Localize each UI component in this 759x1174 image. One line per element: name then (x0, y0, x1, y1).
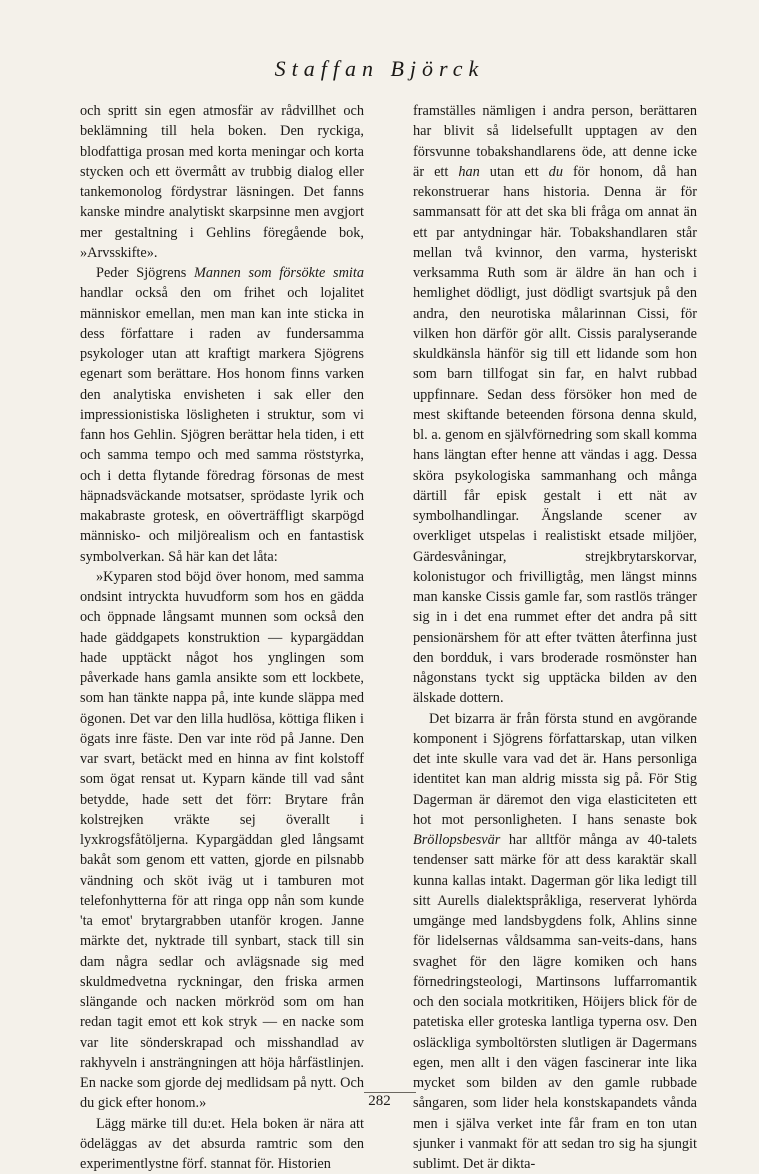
right-paragraph-1-text-c: för honom, då han rekonstruerar hans historia. Denna är för sammansatt för att det ska bli fråga om annat än ett par antydningar här. Tobakshandlaren står mellan två kvinnor, den varma, hysteriskt verksamma Ruth som är äldre än han och i hemlighet dödligt, just dödligt svartsjuk på den andra, den neurotiska målarinnan Cissi, för vilken hon därför gör allt. Cissis paralyserande skuldkänsla hänför sig till ett lidande som hon som barn tillfogat sin far, en halvt rubbad uppfinnare. Sedan dess försöker hon med de mest skiftande beteenden försona denna skuld, bl. a. genom en självförnedring som skall komma hans längtan efter henne att vändas i agg. Dessa sköra psykologiska sammanhang och många därtill får episk gestalt i ett nät av symbolhandlingar. Ängslande scener av overkliget utspelas i realistiskt etsade miljöer, Gärdesvåningar, strejkbrytarskorvar, kolonistugor och frivilligtåg, men längst minns man kanske Cissis gamle far, som rastlös tränger sig in i det ena rummet efter det andra på sitt pensionärshem för att efter tvätten återfinna just den bordduk, i vars broderade rosmönster han någonstans tyckt sig upptäcka bilden av den älskade dottern. (413, 164, 697, 707)
page-number: 282 (0, 1093, 759, 1110)
right-paragraph-1-text-b: utan ett (480, 164, 549, 180)
block-quote: »Kyparen stod böjd över honom, med samma ondsint intryckta huvudform som hos en gädda och öppnade långsamt munnen som också den hade gäddgapets konstruktion — kypargäddan hade upptäckt något hos ynglingen som påverkade hans gamla ansikte som ett lockbete, som han tänkte nappa på, inte kunde släppa med ögonen. Det var den lilla hudlösa, köttiga fliken i ögats inre fäste. Den var inte röd på Janne. Den var svart, betäckt med en hinna av fint kolstoff som ögat rensat ut. Kyparn kände till vad sånt betydde, hade sett det förr: Brytare från kolstrejken vräkte sej överallt i lyxkrogsfåtöljerna. Kypargäddan gled långsamt bakåt som genom ett vatten, gjorde en pilsnabb vändning och sköt iväg ut i tamburen mot telefonhytterna för att ringa opp nån som kunde 'ta emot' brytargrabben utanför krogen. Janne märkte det, nyktrade till synbart, stack till sin dam några sedlar och avlägsnade sig med skuldmedvetna ryckningar, den friska armen slängande och nacken mörkröd som om han redan tagit emot ett kok stryk — en nacke som var lite sönderskrapad och misshandlad av rakhyveln i ansträngningen att höja hårfästlinjen. En nacke som gjorde dej medlidsam på nytt. Och du gick efter honom.» (80, 567, 364, 1114)
book-title-mannen: Mannen som försökte smita (194, 265, 364, 281)
right-column (413, 101, 697, 1174)
right-paragraph-2-text-b: har alltför många av 40-talets tendenser satt märke för att dess karaktär skall kunna kallas intakt. Dagerman gör lika ledigt till sitt Aurells dialektspråkliga, reserverat lyhörda umgänge med landsbygdens folk, Ahlins sinne för lidelsernas våldsamma san-veits-dans, hans svaghet för den lägre komiken och hans förnedringsteologi, Martinsons luffarromantik och den sociala motkritiken, Höijers blick för de patetiska eller groteska lantliga typerna osv. Den osläckliga symboltörsten slutligen är Dagermans egen, men allt i den vägen fascinerar inte lika mycket som bilden av den gamle rubbade sångaren, som lider hela konstskapandets vånda men i själva verket inte får fram en ton utan sjunker i vanmakt för att sedan tro sig ha sjungit sublimt. Det är dikta- (413, 832, 697, 1172)
left-column (80, 101, 364, 1174)
running-head: Staffan Björck (0, 56, 759, 82)
emphasis-han: han (458, 164, 479, 180)
right-paragraph-1-text-a: framställes nämligen i andra person, berättaren har blivit så lidelsefullt upptagen av den försvunne tobakshandlarens öde, att denne icke är ett (413, 103, 697, 180)
left-paragraph-1: och spritt sin egen atmosfär av rådvillhet och beklämning till hela boken. Den ryckiga, blodfattiga prosan med korta meningar och korta stycken och ett övermått av trubbig dialog eller tankemonolog fördystrar läsningen. Det fanns kanske mindre analytiskt skarpsinne men avgjort mer gestaltning i Gehlins föregående bok, »Arvsskifte». (80, 101, 364, 263)
right-paragraph-2-text-a: Det bizarra är från första stund en avgörande komponent i Sjögrens författarskap, utan vilken det inte skulle vara vad det är. Hans personliga identitet kan man aldrig missta sig på. För Stig Dagerman är däremot den viga elasticiteten ett hot mot personligheten. I hans senaste bok (413, 711, 697, 828)
book-title-brollopsbesvar: Bröllopsbesvär (413, 832, 500, 848)
left-paragraph-2-text-a: Peder Sjögrens (96, 265, 194, 281)
left-paragraph-2-text-b: handlar också den om frihet och lojalitet människor emellan, men man kan inte sticka in dess författare i raden av fundersamma psykologer utan att kraftigt markera Sjögrens egenart som berättare. Hos honom finns varken den analytiska envisheten i sak eller den impressionistiska lösligheten i struktur, som vi fann hos Gehlin. Sjögren berättar hela tiden, i ett och samma tempo och med samma röststyrka, och i detta flytande föredrag försonas de mest häpnadsväckande motsatser, sprödaste lyrik och makabraste grotesk, en oöverträffligt skarpögd människo- och miljörealism och en fantastisk symbolverkan. Så här kan det låta: (80, 285, 364, 564)
right-paragraph-1 (413, 101, 697, 709)
left-paragraph-2 (80, 263, 364, 567)
left-paragraph-4: Lägg märke till du:et. Hela boken är nära att ödeläggas av det absurda ramtric som den experimentlystne förf. stannat för. Historien (80, 1114, 364, 1174)
emphasis-du: du (549, 164, 563, 180)
